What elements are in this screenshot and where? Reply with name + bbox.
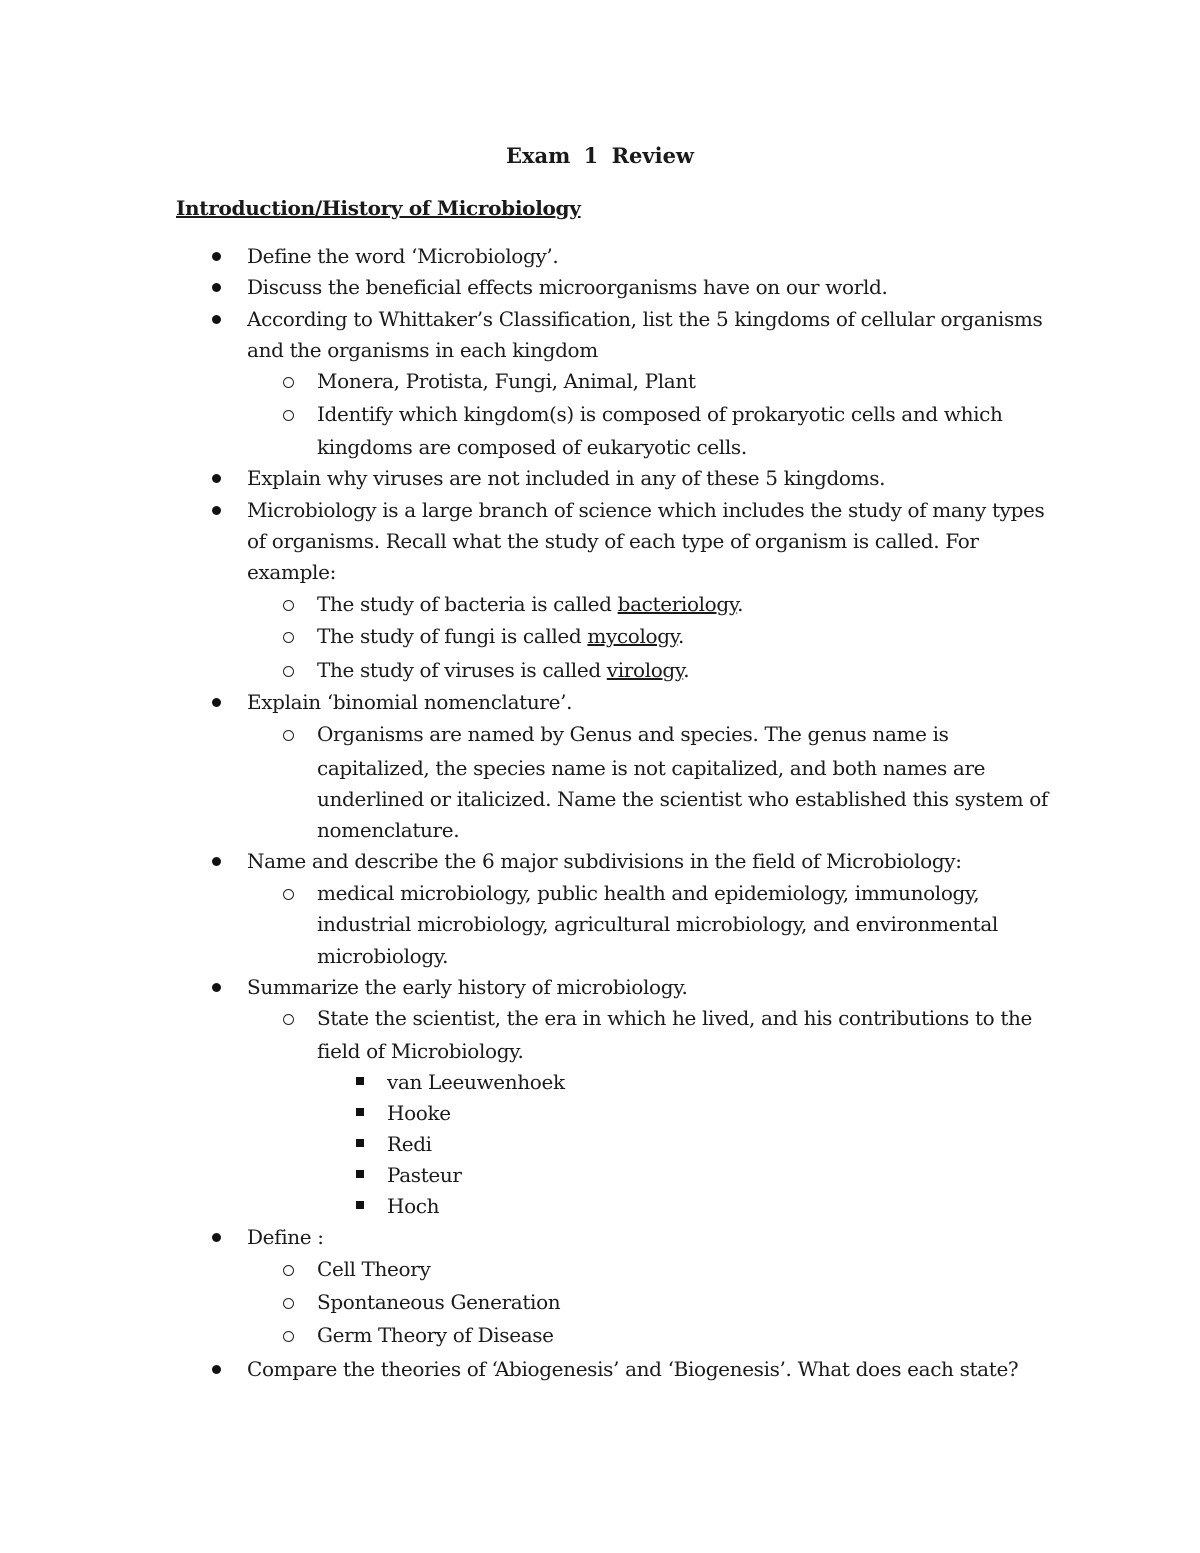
line-text: field of Microbiology. [317,1039,524,1063]
line-text: The study of fungi is called [317,624,588,648]
bullet-square-icon [356,1139,364,1147]
bullet-square-icon [356,1170,364,1178]
outline-line [247,273,887,301]
outline-line [317,590,743,618]
bullet-circle-icon [283,410,294,421]
outline-line [247,464,885,492]
line-text: The study of bacteria is called [317,592,618,616]
outline-line [317,1037,523,1065]
line-text: Germ Theory of Disease [317,1323,554,1347]
outline-line [317,942,448,970]
line-text: Explain why viruses are not included in any of these 5 kingdoms. [247,466,886,490]
line-text: Pasteur [387,1163,462,1187]
line-text: example: [247,560,336,584]
line-text: Discuss the beneficial effects microorganisms have on our world. [247,275,888,299]
outline-line [387,1099,451,1127]
bullet-square-icon [356,1108,364,1116]
bullet-disc-icon [212,983,221,992]
underlined-term: virology [606,658,684,682]
bullet-circle-icon [283,1014,294,1025]
line-text: van Leeuwenhoek [387,1070,565,1094]
line-text: Compare the theories of ‘Abiogenesis’ and ‘Biogenesis’. What does each state? [247,1357,1019,1381]
outline-line [317,433,747,461]
line-text: medical microbiology, public health and epidemiology, immunology, [317,881,980,905]
line-text: Spontaneous Generation [317,1290,561,1314]
outline-line [317,367,696,395]
outline-line [317,1004,1032,1032]
outline-line [247,496,1044,524]
bullet-circle-icon [283,377,294,388]
outline-line [317,1255,430,1283]
outline-line [317,720,949,748]
outline-line [247,688,572,716]
outline-line [317,879,979,907]
line-punctuation: . [677,624,684,648]
line-text: nomenclature. [317,818,460,842]
line-text: Cell Theory [317,1257,431,1281]
page-title: Exam 1 Review [505,143,695,168]
line-text: Monera, Protista, Fungi, Animal, Plant [317,369,696,393]
bullet-disc-icon [212,698,221,707]
outline-line [317,622,684,650]
line-text: industrial microbiology, agricultural microbiology, and environmental [317,912,998,936]
bullet-disc-icon [212,252,221,261]
outline-line [247,242,558,270]
outline-line [247,558,336,586]
outline-line [317,785,1048,813]
outline-line [247,336,598,364]
outline-line [387,1192,439,1220]
outline-line [247,527,979,555]
bullet-circle-icon [283,889,294,900]
bullet-disc-icon [212,474,221,483]
outline-line [317,754,985,782]
line-text: Identify which kingdom(s) is composed of prokaryotic cells and which [317,402,1003,426]
bullet-disc-icon [212,1233,221,1242]
line-text: and the organisms in each kingdom [247,338,598,362]
line-punctuation: . [737,592,744,616]
bullet-circle-icon [283,1265,294,1276]
section-heading: Introduction/History of Microbiology [176,196,581,220]
line-text: Hoch [387,1194,440,1218]
outline-line [317,910,998,938]
outline-line [317,816,459,844]
bullet-square-icon [356,1077,364,1085]
bullet-disc-icon [212,857,221,866]
outline-line [387,1068,565,1096]
underlined-term: mycology [587,624,678,648]
bullet-circle-icon [283,1331,294,1342]
bullet-disc-icon [212,315,221,324]
outline-line [247,973,688,1001]
line-text: Organisms are named by Genus and species. The genus name is [317,722,949,746]
outline-line [317,656,689,684]
underlined-term: bacteriology [617,592,738,616]
outline-line [387,1161,462,1189]
line-punctuation: . [683,658,690,682]
bullet-circle-icon [283,1298,294,1309]
line-text: The study of viruses is called [317,658,607,682]
line-text: State the scientist, the era in which he lived, and his contributions to the [317,1006,1033,1030]
line-text: underlined or italicized. Name the scientist who established this system of [317,787,1048,811]
bullet-disc-icon [212,506,221,515]
line-text: Summarize the early history of microbiology. [247,975,688,999]
bullet-circle-icon [283,666,294,677]
line-text: of organisms. Recall what the study of each type of organism is called. For [247,529,979,553]
bullet-circle-icon [283,730,294,741]
line-text: Define the word ‘Microbiology’. [247,244,559,268]
line-text: Explain ‘binomial nomenclature’. [247,690,573,714]
line-text: According to Whittaker’s Classification, list the 5 kingdoms of cellular organisms [247,307,1043,331]
outline-line [317,1321,554,1349]
line-text: Microbiology is a large branch of science which includes the study of many types [247,498,1045,522]
line-text: Name and describe the 6 major subdivisions in the field of Microbiology: [247,849,962,873]
outline-line [387,1130,432,1158]
bullet-disc-icon [212,1365,221,1374]
bullet-circle-icon [283,632,294,643]
line-text: microbiology. [317,944,449,968]
line-text: capitalized, the species name is not capitalized, and both names are [317,756,986,780]
outline-line [247,1355,1018,1383]
outline-line [317,1288,560,1316]
outline-line [317,400,1003,428]
line-text: Redi [387,1132,432,1156]
line-text: Hooke [387,1101,451,1125]
bullet-circle-icon [283,600,294,611]
outline-line [247,847,962,875]
outline-line [247,305,1042,333]
line-text: Define : [247,1225,324,1249]
line-text: kingdoms are composed of eukaryotic cells. [317,435,747,459]
bullet-square-icon [356,1201,364,1209]
outline-line [247,1223,324,1251]
bullet-disc-icon [212,283,221,292]
